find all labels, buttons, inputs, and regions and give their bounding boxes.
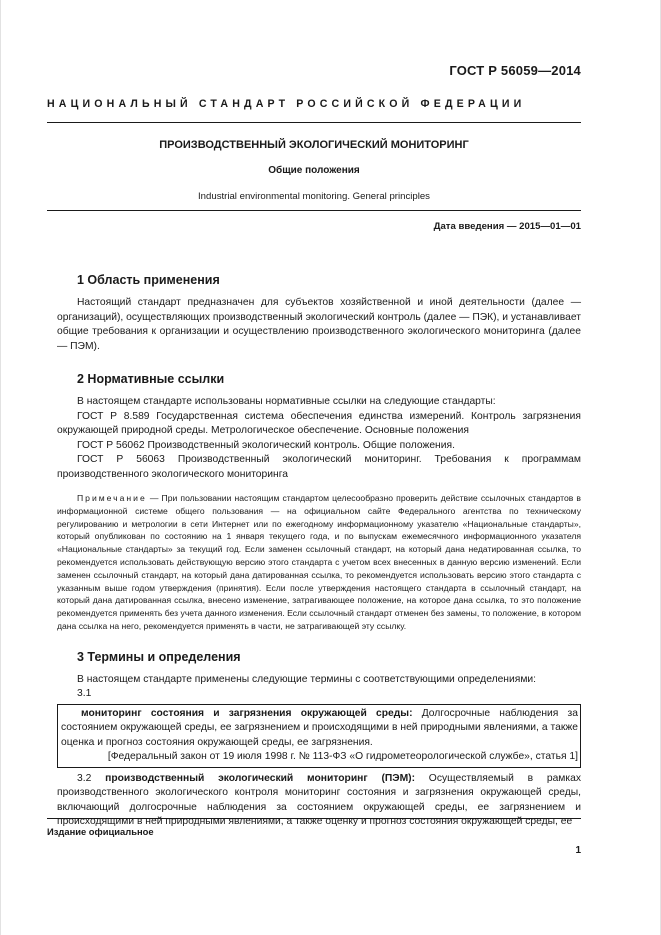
reference-item: ГОСТ Р 8.589 Государственная система обеспечения единства измерений. Контроль загрязнения окружающей природной среды. Метрологическое обеспечение. Основные положения [57, 410, 581, 436]
national-standard-banner: НАЦИОНАЛЬНЫЙ СТАНДАРТ РОССИЙСКОЙ ФЕДЕРАЦИИ [47, 98, 526, 110]
document-body [57, 272, 581, 830]
top-divider [47, 122, 581, 123]
paragraph: В настоящем стандарте использованы нормативные ссылки на следующие стандарты: [77, 396, 496, 407]
edition-label: Издание официальное [47, 826, 154, 837]
document-title: ПРОИЗВОДСТВЕННЫЙ ЭКОЛОГИЧЕСКИЙ МОНИТОРИНГ [159, 139, 469, 151]
section-scope [57, 272, 581, 354]
document-subtitle: Общие положения [268, 165, 360, 176]
section-heading: 3 Термины и определения [77, 649, 241, 664]
paragraph: Настоящий стандарт предназначен для субъектов хозяйственной и иной деятельности (далее — организаций), осуществляющих производственный экологический контроль (далее — ПЭК), и устанавливает общие требования к организации и осуществлению производственного экологического мониторинга (далее — ПЭМ). [57, 297, 581, 352]
reference-item: ГОСТ Р 56062 Производственный экологический контроль. Общие положения. [77, 439, 455, 451]
definition: Долгосрочные наблюдения за состоянием окружающей среды, ее загрязнением и происходящими в ней природными явлениями, а также оценка и прогноз состояния окружающей среды, ее загрязнения. [61, 707, 578, 748]
note-label: Примечание [77, 493, 147, 503]
standard-code: ГОСТ Р 56059—2014 [449, 63, 581, 78]
reference-item: ГОСТ Р 56063 Производственный экологический мониторинг. Требования к программам производственного экологического мониторинга [57, 454, 581, 480]
section-heading: 2 Нормативные ссылки [77, 372, 225, 386]
section-normative-references [57, 371, 581, 633]
term-definition [57, 772, 581, 830]
note [57, 492, 581, 633]
term-number: 3.2 [77, 772, 92, 784]
paragraph: В настоящем стандарте применены следующие термины с соответствующими определениями: [77, 673, 537, 685]
note-text: — При пользовании настоящим стандартом целесообразно проверить действие ссылочных стандартов в информационной системе общего пользования — на официальном сайте Федерального агентства по техническому регулированию и метрологии в сети Интернет или по ежегодному информационному указателю «Национальные стандарты», который опубликован по состоянию на 1 января текущего года, и по выпускам ежемесячного информационного указателя «Национальные стандарты» за текущий год. Если заменен ссылочный стандарт, на который дана недатированная ссылка, то рекомендуется использовать действующую версию этого стандарта с учетом всех внесенных в данную версию изменений. Если заменен ссылочный стандарт, на который дана датированная ссылка, то рекомендуется использовать версию этого стандарта с указанным выше годом утверждения (принятия). Если после утверждения настоящего стандарта в ссылочный стандарт, на который дана датированная ссылка, внесено изменение, затрагивающее положение, на которое дана ссылка, то это положение рекомендуется применять без учета данного изменения. Если ссылочный стандарт отменен без замены, то положение, в котором дана ссылка на него, рекомендуется применять в части, не затрагивающей эту ссылку. [57, 493, 581, 631]
footer-divider [47, 818, 581, 819]
term-source: [Федеральный закон от 19 июля 1998 г. № 113-ФЗ «О гидрометеорологической службе», статья 1] [107, 751, 578, 763]
english-title: Industrial environmental monitoring. General principles [198, 191, 430, 202]
page-number: 1 [575, 845, 581, 856]
section-heading: 1 Область применения [77, 273, 220, 287]
introduction-date: Дата введения — 2015—01—01 [433, 221, 581, 232]
term-definition [61, 707, 578, 751]
definition: Осуществляемый в рамках производственного экологического контроля мониторинг состояния и загрязнения окружающей среды, включающий долгосрочные наблюдения за состоянием окружающей среды, ее загрязнением и происходящими в ней природными явлениями, а также оценку и прогноз состояния окружающей среды, ее [57, 772, 581, 828]
term: производственный экологический мониторинг (ПЭМ): [105, 772, 416, 784]
term-definition-box [57, 704, 581, 768]
term: мониторинг состояния и загрязнения окружающей среды: [81, 707, 413, 719]
section-terms-definitions [57, 649, 581, 830]
title-divider [47, 210, 581, 211]
term-number: 3.1 [77, 688, 92, 700]
